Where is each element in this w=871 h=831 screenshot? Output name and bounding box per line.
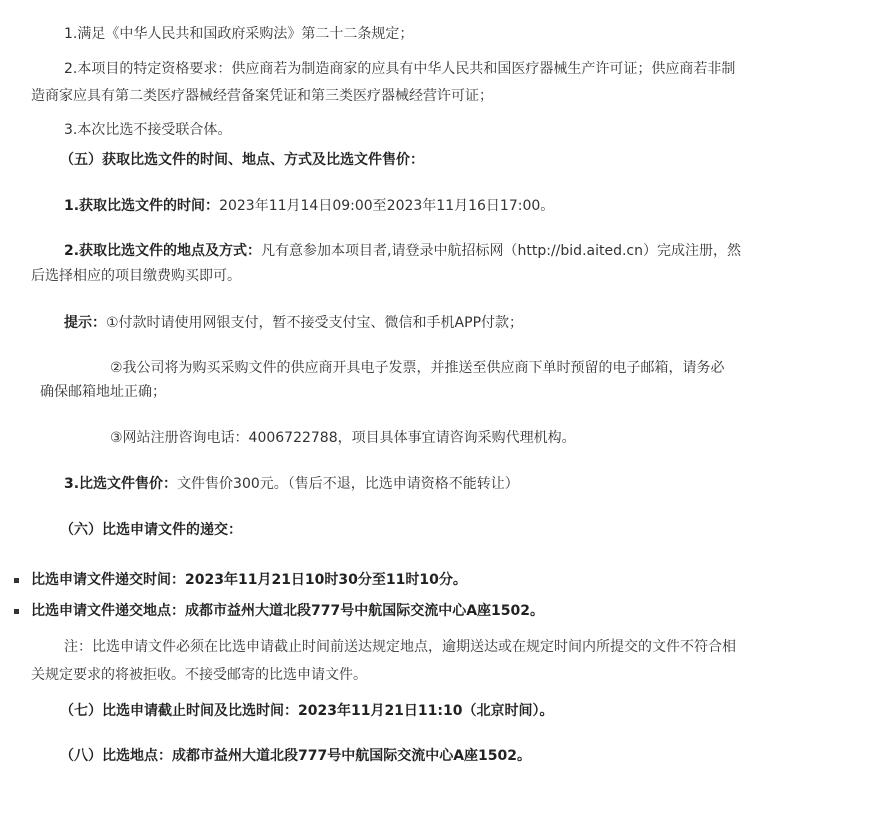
acquisition-time: [64, 196, 554, 216]
qualification-item-2-line-1: 2.本项目的特定资格要求：供应商若为制造商家的应具有中华人民共和国医疗器械生产许可证；供应商若非制: [64, 61, 736, 77]
section-8-location: （八）比选地点：成都市益州大道北段777号中航国际交流中心A座1502。: [60, 748, 532, 764]
submission-note-line-1: 注：比选申请文件必须在比选申请截止时间前送达规定地点，逾期送达或在规定时间内所提交的文件不符合相: [64, 639, 736, 655]
tip-1-text: ①付款时请使用网银支付，暂不接受支付宝、微信和手机APP付款；: [106, 315, 524, 331]
qualification-item-1: 1.满足《中华人民共和国政府采购法》第二十二条规定；: [64, 26, 414, 42]
acquisition-place-line-2: 后选择相应的项目缴费购买即可。: [31, 268, 241, 284]
acquisition-place-label: 2.获取比选文件的地点及方式：: [64, 243, 262, 259]
acquisition-time-value: 2023年11月14日09:00至2023年11月16日17:00。: [219, 198, 555, 214]
submission-time: 比选申请文件递交时间：2023年11月21日10时30分至11时10分。: [31, 572, 467, 588]
qualification-item-2-line-2: 造商家应具有第二类医疗器械经营备案凭证和第三类医疗器械经营许可证；: [31, 88, 493, 104]
tip-3: ③网站注册咨询电话：4006722788，项目具体事宜请咨询采购代理机构。: [110, 430, 576, 446]
acquisition-time-label: 1.获取比选文件的时间：: [64, 198, 220, 214]
tip-label: 提示：: [64, 315, 106, 331]
document-price-label: 3.比选文件售价：: [64, 476, 178, 492]
tip-1: [64, 313, 523, 333]
section-5-heading: （五）获取比选文件的时间、地点、方式及比选文件售价：: [60, 152, 424, 168]
acquisition-place-value: 凡有意参加本项目者,请登录中航招标网（http://bid.aited.cn）完成注册，然: [261, 243, 741, 259]
section-7-deadline: （七）比选申请截止时间及比选时间：2023年11月21日11:10（北京时间）。: [60, 703, 554, 719]
tip-2-line-1: ②我公司将为购买采购文件的供应商开具电子发票，并推送至供应商下单时预留的电子邮箱，请务必: [110, 360, 725, 376]
bullet-marker-1: [14, 578, 19, 583]
section-6-heading: （六）比选申请文件的递交：: [60, 522, 242, 538]
qualification-item-3: 3.本次比选不接受联合体。: [64, 122, 232, 138]
document-price-value: 文件售价300元。（售后不退，比选申请资格不能转让）: [177, 476, 519, 492]
submission-place: 比选申请文件递交地点：成都市益州大道北段777号中航国际交流中心A座1502。: [31, 603, 545, 619]
document-price: [64, 474, 519, 494]
acquisition-place: [64, 241, 741, 261]
submission-note-line-2: 关规定要求的将被拒收。不接受邮寄的比选申请文件。: [31, 667, 367, 683]
tip-2-line-2: 确保邮箱地址正确；: [40, 384, 166, 400]
bullet-marker-2: [14, 609, 19, 614]
